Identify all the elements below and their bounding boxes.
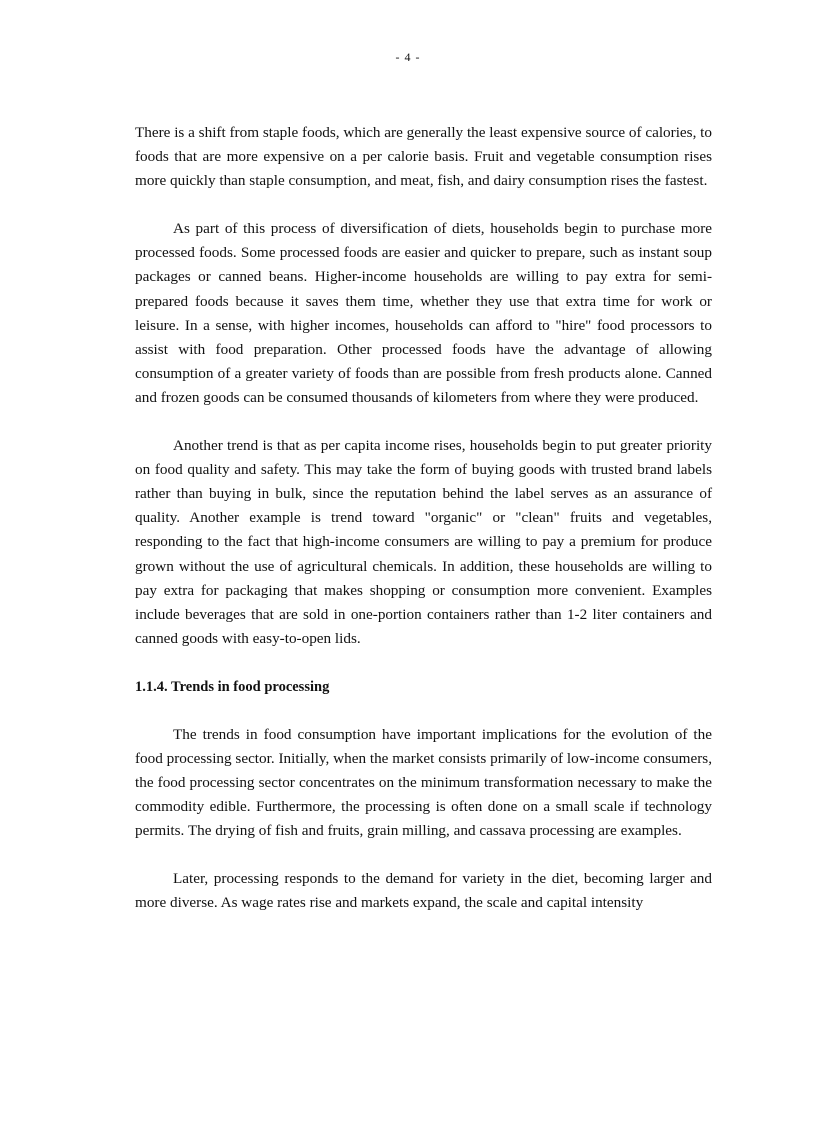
paragraph-processing-implications: The trends in food consumption have important implications for the evolution of the food processing sector. Initially, when the market consists primarily of low-income consumers, the food processing sector concentrates on the minimum transformation necessary to make the commodity edible. Furthermore, the processing is often done on a small scale if technology permits. The drying of fish and fruits, grain milling, and cassava processing are examples. (135, 725, 712, 840)
paragraph-processing-later: Later, processing responds to the demand for variety in the diet, becoming larger and more diverse. As wage rates rise and markets expand, the scale and capital intensity (135, 870, 712, 912)
paragraph-quality-safety: Another trend is that as per capita income rises, households begin to put greater priority on food quality and safety. This may take the form of buying goods with trusted brand labels rather than buying in bulk, since the reputation behind the label serves as an assurance of quality. Another example is trend toward "organic" or "clean" fruits and vegetables, responding to the fact that high-income consumers are willing to pay a premium for produce grown without the use of agricultural chemicals. In addition, these households are willing to pay extra for packaging that makes shopping or consumption more convenient. Examples include beverages that are sold in one-portion containers rather than 1-2 liter containers and canned goods with easy-to-open lids. (135, 437, 712, 647)
paragraph-processed-foods: As part of this process of diversification of diets, households begin to purchase more processed foods. Some processed foods are easier and quicker to prepare, such as instant soup packages or canned beans. Higher-income households are willing to pay extra for semi-prepared foods because it saves them time, whether they use that extra time for work or leisure. In a sense, with higher incomes, households can afford to "hire" food processors to assist with food preparation. Other processed foods have the advantage of allowing consumption of a greater variety of foods than are possible from fresh products alone. Canned and frozen goods can be consumed thousands of kilometers from where they were produced. (135, 220, 712, 406)
page-number: - 4 - (395, 50, 421, 64)
document-body (135, 121, 712, 940)
paragraph-diet-shift: There is a shift from staple foods, which are generally the least expensive source of calories, to foods that are more expensive on a per calorie basis. Fruit and vegetable consumption rises more quickly than staple consumption, and meat, fish, and dairy consumption rises the fastest. (135, 124, 712, 190)
section-heading: 1.1.4. Trends in food processing (135, 678, 330, 695)
